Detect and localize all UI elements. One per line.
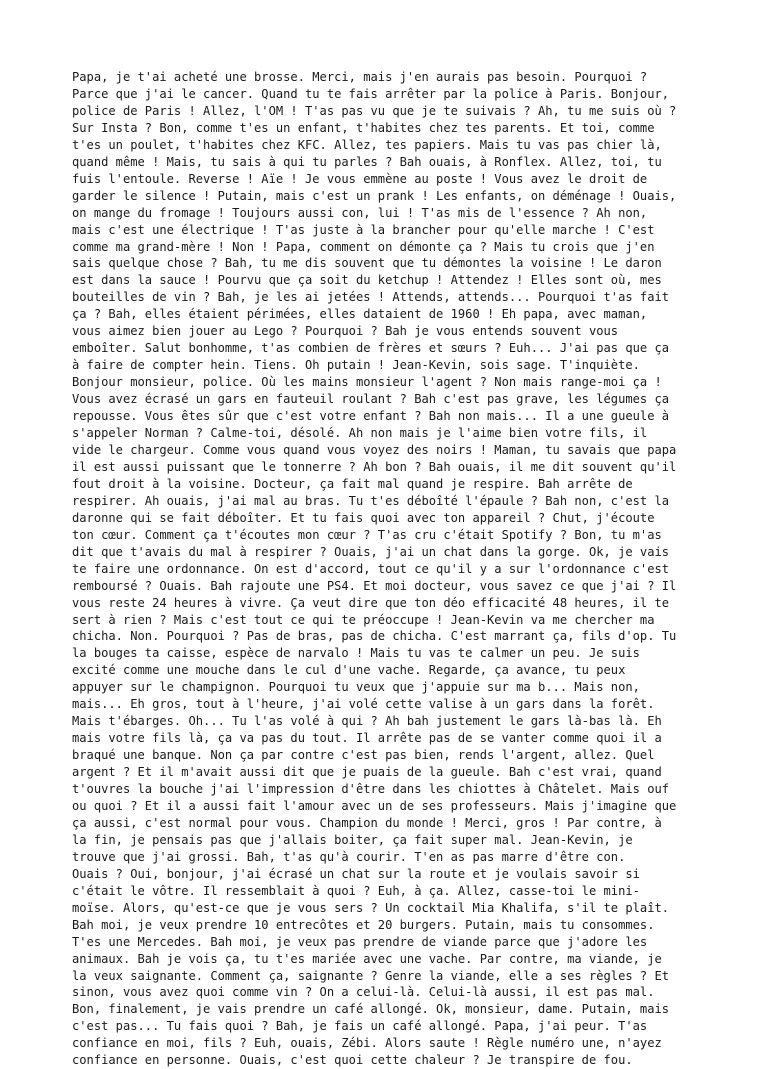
text-line: chicha. Non. Pourquoi ? Pas de bras, pas de chicha. C'est marrant ça, fils d'op. Tu	[72, 629, 677, 644]
text-line: appuyer sur le champignon. Pourquoi tu veux que j'appuie sur ma b... Mais non,	[72, 680, 640, 695]
text-line: fout droit à la voisine. Docteur, ça fait mal quand je respire. Bah arrête de	[72, 476, 633, 491]
text-line: fuis l'entoule. Reverse ! Aïe ! Je vous emmène au poste ! Vous avez le droit de	[72, 171, 648, 186]
text-line: daronne qui se fait déboîter. Et tu fais quoi avec ton appareil ? Chut, j'écoute	[72, 510, 655, 525]
text-line: c'était le vôtre. Il ressemblait à quoi ? Euh, à ça. Allez, casse-toi le mini-	[72, 883, 640, 898]
text-line: Bah moi, je veux prendre 10 entrecôtes et 20 burgers. Putain, mais tu consommes.	[72, 917, 655, 932]
text-line: Bonjour monsieur, police. Où les mains monsieur l'agent ? Non mais range-moi ça !	[72, 375, 662, 390]
text-line: garder le silence ! Putain, mais c'est un prank ! Les enfants, on déménage ! Ouais,	[72, 188, 677, 203]
text-line: vide le chargeur. Comme vous quand vous voyez des noirs ! Maman, tu savais que papa	[72, 442, 677, 457]
body-paragraph	[72, 69, 698, 1069]
text-line: repousse. Vous êtes sûr que c'est votre enfant ? Bah non mais... Il a une gueule à	[72, 409, 670, 424]
text-line: animaux. Bah je vois ça, tu t'es mariée avec une vache. Par contre, ma viande, je	[72, 951, 662, 966]
text-line: s'appeler Norman ? Calme-toi, désolé. Ah non mais je l'aime bien votre fils, il	[72, 426, 648, 441]
text-line: mais votre fils là, ça va pas du tout. Il arrête pas de se vanter comme quoi il a	[72, 731, 662, 746]
text-line: police de Paris ! Allez, l'OM ! T'as pas vu que je te suivais ? Ah, tu me suis où ?	[72, 103, 677, 118]
document-page	[72, 69, 698, 1069]
text-line: t'es un poulet, t'habites chez KFC. Allez, tes papiers. Mais tu vas pas chier là,	[72, 137, 662, 152]
text-line: confiance en personne. Ouais, c'est quoi cette chaleur ? Je transpire de fou.	[72, 1053, 633, 1068]
text-line: on mange du fromage ! Toujours aussi con, lui ! T'as mis de l'essence ? Ah non,	[72, 205, 648, 220]
text-line: emboîter. Salut bonhomme, t'as combien de frères et sœurs ? Euh... J'ai pas que ça	[72, 341, 670, 356]
text-line: ton cœur. Comment ça t'écoutes mon cœur ? T'as cru c'était Spotify ? Bon, tu m'as	[72, 527, 662, 542]
text-line: respirer. Ah ouais, j'ai mal au bras. Tu t'es déboîté l'épaule ? Bah non, c'est la	[72, 493, 670, 508]
text-line: Ouais ? Oui, bonjour, j'ai écrasé un chat sur la route et je voulais savoir si	[72, 866, 640, 881]
text-line: comme ma grand-mère ! Non ! Papa, comment on démonte ça ? Mais tu crois que j'en	[72, 239, 655, 254]
text-line: mais c'est une électrique ! T'as juste à la brancher pour qu'elle marche ! C'est	[72, 222, 655, 237]
text-line: T'es une Mercedes. Bah moi, je veux pas prendre de viande parce que j'adore les	[72, 934, 648, 949]
text-line: il est aussi puissant que le tonnerre ? Ah bon ? Bah ouais, il me dit souvent qu'il	[72, 459, 677, 474]
text-line: braqué une banque. Non ça par contre c'est pas bien, rends l'argent, allez. Quel	[72, 748, 655, 763]
text-line: sinon, vous avez quoi comme vin ? On a celui-là. Celui-là aussi, il est pas mal.	[72, 985, 655, 1000]
text-line: la bouges ta caisse, espèce de narvalo ! Mais tu vas te calmer un peu. Je suis	[72, 646, 640, 661]
text-line: remboursé ? Ouais. Bah rajoute une PS4. Et moi docteur, vous savez ce que j'ai ? Il	[72, 578, 677, 593]
text-line: Papa, je t'ai acheté une brosse. Merci, mais j'en aurais pas besoin. Pourquoi ?	[72, 70, 648, 84]
text-line: Sur Insta ? Bon, comme t'es un enfant, t'habites chez tes parents. Et toi, comme	[72, 120, 655, 135]
text-line: sert à rien ? Mais c'est tout ce qui te préoccupe ! Jean-Kevin va me chercher ma	[72, 612, 655, 627]
text-line: argent ? Et il m'avait aussi dit que je puais de la gueule. Bah c'est vrai, quand	[72, 765, 662, 780]
text-line: à faire de compter hein. Tiens. Oh putain ! Jean-Kevin, sois sage. T'inquiète.	[72, 358, 640, 373]
text-line: te faire une ordonnance. On est d'accord, tout ce qu'il y a sur l'ordonnance c'est	[72, 561, 670, 576]
text-line: confiance en moi, fils ? Euh, ouais, Zébi. Alors saute ! Règle numéro une, n'ayez	[72, 1036, 662, 1051]
text-line: ça aussi, c'est normal pour vous. Champion du monde ! Merci, gros ! Par contre, à	[72, 815, 662, 830]
text-line: Parce que j'ai le cancer. Quand tu te fais arrêter par la police à Paris. Bonjour,	[72, 86, 670, 101]
text-line: la veux saignante. Comment ça, saignante ? Genre la viande, elle a ses règles ? Et	[72, 968, 670, 983]
text-line: est dans la sauce ! Pourvu que ça soit du ketchup ! Attendez ! Elles sont où, mes	[72, 273, 662, 288]
text-line: trouve que j'ai grossi. Bah, t'as qu'à courir. T'en as pas marre d'être con.	[72, 849, 626, 864]
text-line: ou quoi ? Et il a aussi fait l'amour avec un de ses professeurs. Mais j'imagine que	[72, 798, 677, 813]
text-line: Mais t'ébarges. Oh... Tu l'as volé à qui ? Ah bah justement le gars là-bas là. Eh	[72, 714, 662, 729]
text-line: vous aimez bien jouer au Lego ? Pourquoi ? Bah je vous entends souvent vous	[72, 324, 619, 339]
text-line: dit que t'avais du mal à respirer ? Ouais, j'ai un chat dans la gorge. Ok, je vais	[72, 544, 670, 559]
text-line: excité comme une mouche dans le cul d'une vache. Regarde, ça avance, tu peux	[72, 663, 626, 678]
text-line: mais... Eh gros, tout à l'heure, j'ai volé cette valise à un gars dans la forêt.	[72, 697, 655, 712]
text-line: sais quelque chose ? Bah, tu me dis souvent que tu démontes la voisine ! Le daron	[72, 256, 662, 271]
text-line: Bon, finalement, je vais prendre un café allongé. Ok, monsieur, dame. Putain, mais	[72, 1002, 670, 1017]
text-line: moïse. Alors, qu'est-ce que je vous sers ? Un cocktail Mia Khalifa, s'il te plaît.	[72, 900, 670, 915]
text-line: ça ? Bah, elles étaient périmées, elles dataient de 1960 ! Eh papa, avec maman,	[72, 307, 648, 322]
text-line: c'est pas... Tu fais quoi ? Bah, je fais un café allongé. Papa, j'ai peur. T'as	[72, 1019, 648, 1034]
text-line: t'ouvres la bouche j'ai l'impression d'être dans les chiottes à Châtelet. Mais ouf	[72, 782, 670, 797]
text-line: Vous avez écrasé un gars en fauteuil roulant ? Bah c'est pas grave, les légumes ça	[72, 392, 670, 407]
text-line: bouteilles de vin ? Bah, je les ai jetées ! Attends, attends... Pourquoi t'as fait	[72, 290, 670, 305]
text-line: la fin, je pensais pas que j'allais boiter, ça fait super mal. Jean-Kevin, je	[72, 832, 633, 847]
text-line: vous reste 24 heures à vivre. Ça veut dire que ton déo efficacité 48 heures, il te	[72, 595, 670, 610]
text-line: quand même ! Mais, tu sais à qui tu parles ? Bah ouais, à Ronflex. Allez, toi, tu	[72, 154, 662, 169]
